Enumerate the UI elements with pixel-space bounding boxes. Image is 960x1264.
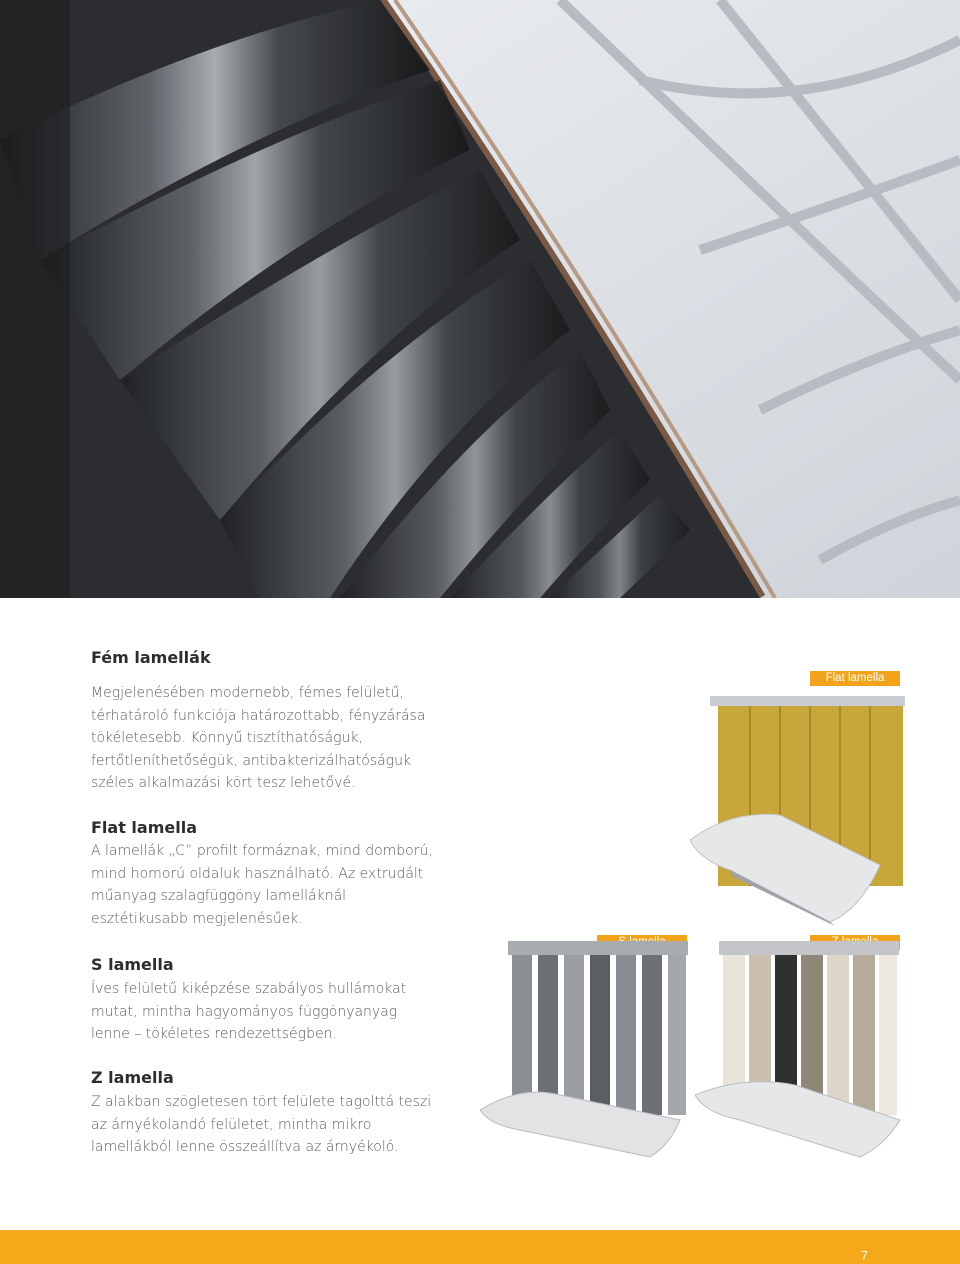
metal-blinds-photo	[0, 0, 960, 598]
section-text-z: Z alakban szögletesen tört felülete tagolttá teszi az árnyékolandó felületet, mintha mikro lamellákból lenne összeállítva az árnyékoló.	[91, 1094, 432, 1155]
section-heading-metal-slats: Fém lamellák	[91, 648, 211, 667]
footer-bar	[0, 1230, 960, 1264]
flat-lamella-product-image	[690, 690, 910, 930]
section-heading-z: Z lamella	[91, 1068, 174, 1087]
s-lamella-product-image	[480, 935, 690, 1165]
page-number: 7	[860, 1248, 868, 1263]
section-text-metal-slats: Megjelenésében modernebb, fémes felületű, térhatároló funkciója határozottabb, fényzárása tökéletesebb. Könnyű tisztíthatóságuk, fertőtleníthetőségük, antibakterizálhatóságuk széles alkalmazási kört tesz lehetővé.	[91, 685, 426, 791]
section-heading-s: S lamella	[91, 955, 174, 974]
hero-photo	[0, 0, 960, 598]
section-heading-flat: Flat lamella	[91, 818, 197, 837]
section-text-s: Íves felületű kiképzése szabályos hullámokat mutat, mintha hagyományos függönyanyag lenne – tökéletes rendezettségben.	[91, 981, 407, 1042]
z-lamella-product-image	[695, 935, 910, 1165]
section-text-flat: A lamellák „C” profilt formáznak, mind domború, mind homorú oldaluk használható. Az extrudált műanyag szalagfüggöny lamelláknál esztétikusabb megjelenésűek.	[91, 843, 433, 927]
flat-lamella-label: Flat lamella	[810, 671, 900, 686]
